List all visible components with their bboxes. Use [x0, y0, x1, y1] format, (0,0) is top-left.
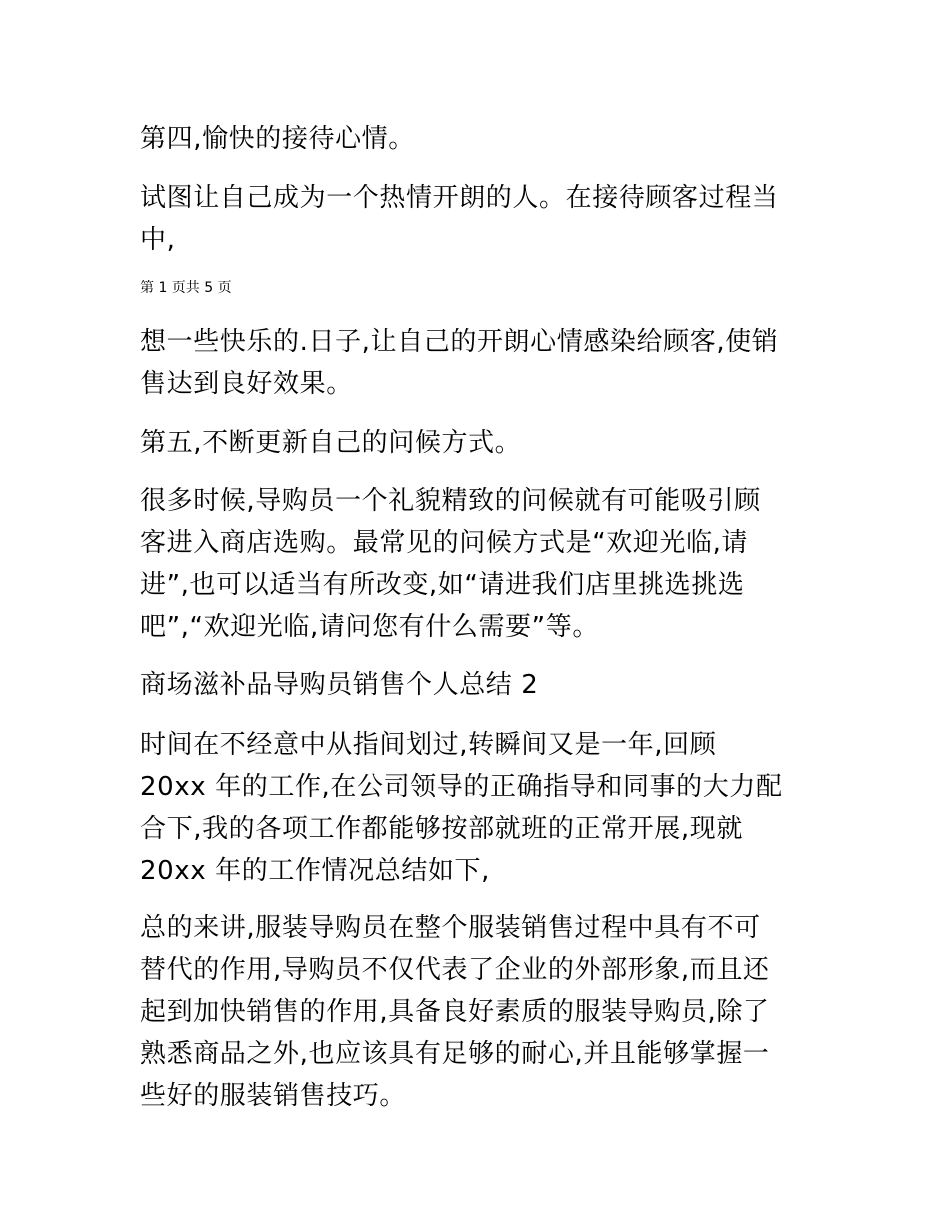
paragraph-fourth-point	[140, 118, 820, 160]
text-line: 试图让自己成为一个热情开朗的人。在接待顾客过程当	[140, 183, 779, 213]
paragraph-year-review	[140, 724, 820, 892]
paragraph-fifth-point	[140, 422, 820, 464]
text-line: 20xx 年的工作,在公司领导的正确指导和同事的大力配	[140, 772, 783, 802]
paragraph-sales-role	[140, 907, 820, 1117]
paragraph-happy-days	[140, 321, 820, 405]
paragraph-enthusiastic-person	[140, 177, 820, 261]
page-footer: 第 1 页共 5 页	[140, 280, 232, 296]
text-line: 很多时候,导购员一个礼貌精致的问候就有可能吸引顾	[140, 486, 761, 516]
text-line: 熟悉商品之外,也应该具有足够的耐心,并且能够掌握一	[140, 1039, 770, 1069]
text-line: 客进入商店选购。最常见的问候方式是“欢迎光临,请	[140, 528, 749, 558]
text-line: 合下,我的各项工作都能够按部就班的正常开展,现就	[140, 814, 743, 844]
text-line: 替代的作用,导购员不仅代表了企业的外部形象,而且还	[140, 955, 770, 985]
text-line: 第五,不断更新自己的问候方式。	[140, 428, 522, 458]
text-line: 想一些快乐的.日子,让自己的开朗心情感染给顾客,使销	[140, 327, 779, 357]
text-line: 售达到良好效果。	[140, 369, 353, 399]
text-line: 中,	[140, 225, 176, 255]
text-line: 20xx 年的工作情况总结如下,	[140, 856, 490, 886]
section-heading	[140, 664, 820, 706]
text-line: 起到加快销售的作用,具备良好素质的服装导购员,除了	[140, 997, 770, 1027]
text-line: 第四,愉快的接待心情。	[140, 124, 415, 154]
text-line: 商场滋补品导购员销售个人总结 2	[140, 670, 539, 700]
text-line: 些好的服装销售技巧。	[140, 1081, 407, 1111]
paragraph-greeting-methods	[140, 480, 820, 648]
text-line: 时间在不经意中从指间划过,转瞬间又是一年,回顾	[140, 730, 717, 760]
text-line: 总的来讲,服装导购员在整个服装销售过程中具有不可	[140, 913, 761, 943]
text-line: 进”,也可以适当有所改变,如“请进我们店里挑选挑选	[140, 570, 745, 600]
text-line: 吧”,“欢迎光临,请问您有什么需要”等。	[140, 612, 599, 642]
